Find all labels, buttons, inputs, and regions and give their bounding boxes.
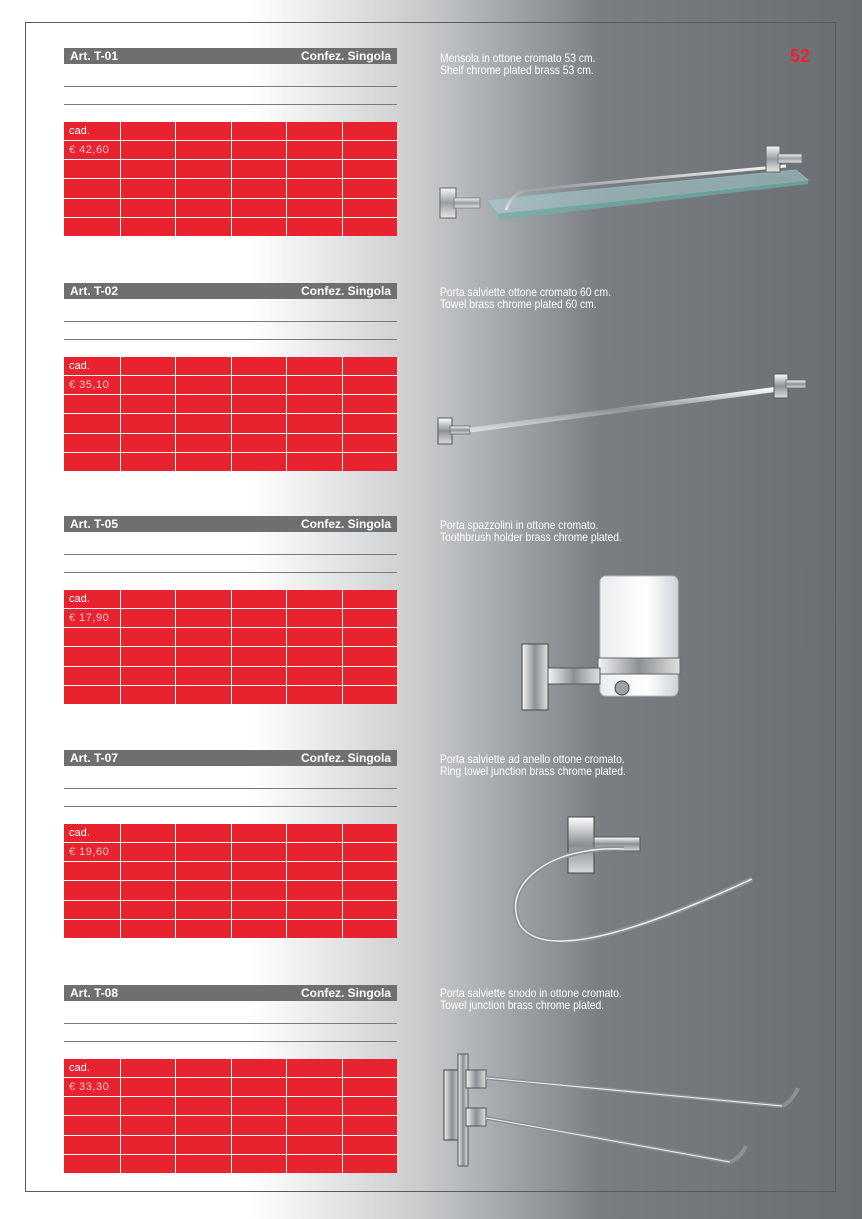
grid-cell [176, 141, 230, 159]
page-number: 52 [790, 46, 811, 66]
grid-cell [343, 881, 397, 899]
grid-cell [176, 453, 230, 471]
grid-cell [176, 1155, 230, 1173]
article-header [64, 750, 397, 766]
grid-cell [287, 609, 341, 627]
grid-cell [121, 1097, 175, 1115]
grid-cell [343, 686, 397, 704]
grid-cell [343, 862, 397, 880]
grid-cell [343, 824, 397, 842]
grid-cell [64, 686, 120, 704]
unit-label: cad. [64, 122, 120, 140]
grid-cell [176, 122, 230, 140]
grid-cell [121, 453, 175, 471]
grid-cell [121, 843, 175, 861]
grid-cell [64, 199, 120, 217]
grid-cell [232, 647, 286, 665]
grid-cell [287, 160, 341, 178]
grid-cell [176, 395, 230, 413]
grid-cell [121, 590, 175, 608]
packaging-label: Confez. Singola [301, 49, 391, 63]
grid-cell [121, 199, 175, 217]
grid-cell [343, 434, 397, 452]
description-italian: Porta salviette ottone cromato 60 cm. [440, 285, 611, 299]
description-italian: Porta spazzolini in ottone cromato. [440, 518, 599, 532]
description-english: Shelf chrome plated brass 53 cm. [440, 63, 594, 77]
grid-cell [232, 122, 286, 140]
unit-label: cad. [64, 824, 120, 842]
grid-cell [64, 1136, 120, 1154]
grid-cell [343, 1136, 397, 1154]
grid-cell [232, 160, 286, 178]
grid-cell [64, 881, 120, 899]
grid-cell [287, 667, 341, 685]
description-english: Towel junction brass chrome plated. [440, 998, 605, 1012]
price-value: € 33,30 [64, 1078, 120, 1096]
unit-label: cad. [64, 590, 120, 608]
description-english: Toothbrush holder brass chrome plated. [440, 530, 622, 544]
grid-cell [343, 357, 397, 375]
rule-line [64, 1023, 397, 1024]
grid-cell [64, 667, 120, 685]
grid-cell [121, 628, 175, 646]
product-description [440, 519, 622, 543]
price-value: € 17,90 [64, 609, 120, 627]
description-italian: Mensola in ottone cromato 53 cm. [440, 51, 596, 65]
grid-cell [343, 141, 397, 159]
product-description [440, 52, 595, 76]
grid-cell [64, 901, 120, 919]
grid-cell [64, 179, 120, 197]
grid-cell [287, 1059, 341, 1077]
grid-cell [121, 434, 175, 452]
grid-cell [176, 218, 230, 236]
grid-cell [287, 628, 341, 646]
grid-cell [121, 179, 175, 197]
grid-cell [343, 199, 397, 217]
grid-cell [232, 881, 286, 899]
grid-cell [121, 667, 175, 685]
grid-cell [232, 1097, 286, 1115]
grid-cell [176, 1136, 230, 1154]
grid-cell [232, 628, 286, 646]
article-code: Art. T-02 [70, 284, 119, 298]
grid-cell [64, 453, 120, 471]
grid-cell [121, 1059, 175, 1077]
product-image [440, 1050, 810, 1170]
rule-line [64, 1041, 397, 1042]
grid-cell [121, 1078, 175, 1096]
product-image [490, 815, 760, 955]
grid-cell [64, 647, 120, 665]
grid-cell [287, 199, 341, 217]
grid-cell [64, 628, 120, 646]
grid-cell [121, 609, 175, 627]
grid-cell [121, 1155, 175, 1173]
price-grid [64, 122, 397, 236]
grid-cell [232, 376, 286, 394]
grid-cell [176, 920, 230, 938]
rule-line [64, 339, 397, 340]
grid-cell [176, 862, 230, 880]
grid-cell [287, 414, 341, 432]
grid-cell [64, 920, 120, 938]
rule-line [64, 86, 397, 87]
grid-cell [64, 395, 120, 413]
grid-cell [121, 1136, 175, 1154]
grid-cell [287, 434, 341, 452]
grid-cell [232, 1116, 286, 1134]
grid-cell [121, 862, 175, 880]
grid-cell [232, 453, 286, 471]
article-code: Art. T-01 [70, 49, 119, 63]
grid-cell [343, 1155, 397, 1173]
grid-cell [176, 434, 230, 452]
grid-cell [343, 179, 397, 197]
grid-cell [287, 395, 341, 413]
grid-cell [121, 122, 175, 140]
description-english: Ring towel junction brass chrome plated. [440, 764, 626, 778]
article-code: Art. T-05 [70, 517, 119, 531]
grid-cell [287, 824, 341, 842]
grid-cell [343, 901, 397, 919]
rule-line [64, 806, 397, 807]
grid-cell [287, 1155, 341, 1173]
grid-cell [176, 647, 230, 665]
article-code: Art. T-07 [70, 751, 119, 765]
grid-cell [176, 667, 230, 685]
product-description [440, 987, 622, 1011]
grid-cell [343, 160, 397, 178]
grid-cell [287, 920, 341, 938]
price-grid [64, 1059, 397, 1173]
grid-cell [64, 434, 120, 452]
grid-cell [343, 647, 397, 665]
grid-cell [176, 843, 230, 861]
grid-cell [121, 218, 175, 236]
grid-cell [232, 901, 286, 919]
grid-cell [232, 920, 286, 938]
packaging-label: Confez. Singola [301, 517, 391, 531]
grid-cell [176, 160, 230, 178]
towel-ring-icon [490, 815, 760, 955]
product-image [512, 572, 692, 722]
product-image [436, 368, 816, 458]
grid-cell [343, 628, 397, 646]
grid-cell [343, 376, 397, 394]
grid-cell [232, 1136, 286, 1154]
grid-cell [232, 179, 286, 197]
grid-cell [121, 395, 175, 413]
grid-cell [64, 1155, 120, 1173]
grid-cell [121, 160, 175, 178]
grid-cell [287, 862, 341, 880]
grid-cell [121, 357, 175, 375]
grid-cell [232, 824, 286, 842]
grid-cell [64, 414, 120, 432]
product-image [436, 138, 816, 238]
price-grid [64, 824, 397, 938]
price-value: € 42,60 [64, 141, 120, 159]
article-code: Art. T-08 [70, 986, 119, 1000]
glass-shelf-icon [436, 138, 816, 238]
article-header [64, 283, 397, 299]
grid-cell [176, 609, 230, 627]
price-value: € 19,60 [64, 843, 120, 861]
grid-cell [176, 414, 230, 432]
grid-cell [232, 434, 286, 452]
grid-cell [287, 1097, 341, 1115]
grid-cell [232, 414, 286, 432]
grid-cell [343, 1059, 397, 1077]
grid-cell [121, 141, 175, 159]
unit-label: cad. [64, 1059, 120, 1077]
grid-cell [343, 1116, 397, 1134]
grid-cell [176, 590, 230, 608]
grid-cell [176, 881, 230, 899]
grid-cell [121, 414, 175, 432]
grid-cell [176, 824, 230, 842]
grid-cell [287, 141, 341, 159]
grid-cell [287, 901, 341, 919]
grid-cell [287, 1136, 341, 1154]
rule-line [64, 554, 397, 555]
towel-bar-icon [436, 368, 816, 458]
grid-cell [287, 1116, 341, 1134]
grid-cell [232, 609, 286, 627]
grid-cell [176, 1097, 230, 1115]
grid-cell [121, 686, 175, 704]
grid-cell [343, 1097, 397, 1115]
grid-cell [176, 901, 230, 919]
packaging-label: Confez. Singola [301, 751, 391, 765]
grid-cell [176, 686, 230, 704]
grid-cell [343, 453, 397, 471]
grid-cell [232, 686, 286, 704]
grid-cell [176, 628, 230, 646]
grid-cell [232, 357, 286, 375]
article-header [64, 985, 397, 1001]
grid-cell [64, 160, 120, 178]
grid-cell [287, 843, 341, 861]
article-header [64, 48, 397, 64]
grid-cell [64, 1116, 120, 1134]
grid-cell [121, 901, 175, 919]
description-italian: Porta salviette snodo in ottone cromato. [440, 986, 622, 1000]
grid-cell [232, 199, 286, 217]
grid-cell [287, 1078, 341, 1096]
grid-cell [121, 376, 175, 394]
grid-cell [343, 590, 397, 608]
grid-cell [176, 1059, 230, 1077]
grid-cell [287, 357, 341, 375]
price-grid [64, 590, 397, 704]
article-header [64, 516, 397, 532]
grid-cell [232, 590, 286, 608]
grid-cell [343, 1078, 397, 1096]
grid-cell [287, 453, 341, 471]
grid-cell [121, 1116, 175, 1134]
rule-line [64, 788, 397, 789]
grid-cell [232, 843, 286, 861]
grid-cell [232, 1078, 286, 1096]
price-grid [64, 357, 397, 471]
grid-cell [64, 218, 120, 236]
grid-cell [176, 199, 230, 217]
grid-cell [343, 609, 397, 627]
grid-cell [176, 179, 230, 197]
grid-cell [287, 218, 341, 236]
unit-label: cad. [64, 357, 120, 375]
grid-cell [287, 122, 341, 140]
grid-cell [232, 395, 286, 413]
grid-cell [121, 881, 175, 899]
swivel-towel-rail-icon [440, 1050, 810, 1170]
grid-cell [287, 376, 341, 394]
grid-cell [232, 1155, 286, 1173]
grid-cell [343, 843, 397, 861]
grid-cell [176, 1116, 230, 1134]
grid-cell [232, 862, 286, 880]
grid-cell [232, 141, 286, 159]
grid-cell [232, 667, 286, 685]
grid-cell [287, 179, 341, 197]
description-english: Towel brass chrome plated 60 cm. [440, 297, 597, 311]
grid-cell [343, 414, 397, 432]
grid-cell [176, 357, 230, 375]
price-value: € 35,10 [64, 376, 120, 394]
grid-cell [121, 920, 175, 938]
grid-cell [287, 647, 341, 665]
toothbrush-holder-icon [512, 572, 692, 722]
grid-cell [287, 881, 341, 899]
grid-cell [121, 824, 175, 842]
grid-cell [287, 590, 341, 608]
rule-line [64, 104, 397, 105]
grid-cell [343, 920, 397, 938]
grid-cell [64, 862, 120, 880]
product-description [440, 753, 626, 777]
rule-line [64, 321, 397, 322]
grid-cell [343, 395, 397, 413]
grid-cell [176, 1078, 230, 1096]
rule-line [64, 572, 397, 573]
grid-cell [176, 376, 230, 394]
grid-cell [343, 218, 397, 236]
article-section [0, 516, 862, 750]
product-description [440, 286, 611, 310]
grid-cell [232, 1059, 286, 1077]
grid-cell [121, 647, 175, 665]
grid-cell [343, 667, 397, 685]
grid-cell [343, 122, 397, 140]
grid-cell [64, 1097, 120, 1115]
packaging-label: Confez. Singola [301, 986, 391, 1000]
grid-cell [232, 218, 286, 236]
packaging-label: Confez. Singola [301, 284, 391, 298]
description-italian: Porta salviette ad anello ottone cromato. [440, 752, 625, 766]
grid-cell [287, 686, 341, 704]
